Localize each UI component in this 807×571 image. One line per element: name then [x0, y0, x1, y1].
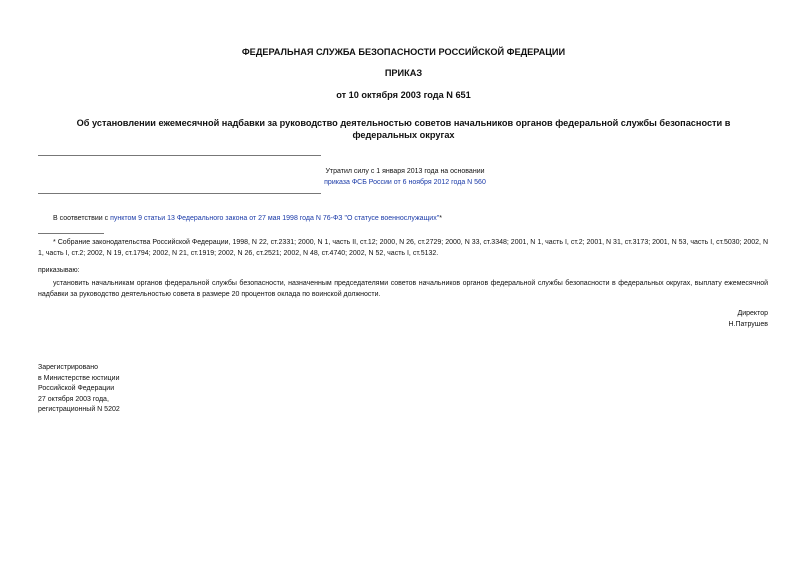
revocation-link[interactable]: приказа ФСБ России от 6 ноября 2012 года N 560 [324, 178, 486, 186]
registration-line: Зарегистрировано [38, 364, 98, 371]
revocation-text: Утратил силу с 1 января 2013 года на основании [325, 168, 485, 175]
date-number-heading: от 10 октября 2003 года N 651 [336, 90, 471, 100]
basis-law-link[interactable]: пунктом 9 статьи 13 Федерального закона от 27 мая 1998 года N 76-ФЗ "О статусе военнослужащих" [110, 215, 440, 222]
doc-type-heading: ПРИКАЗ [384, 68, 423, 78]
document-title: Об установлении ежемесячной надбавки за руководство деятельностью советов начальников органов федеральной службы безопасности в федеральных округах [76, 118, 731, 140]
footnote-marker: * [439, 215, 442, 222]
registration-line: Российской Федерации [38, 385, 115, 392]
registration-block [38, 363, 120, 416]
revocation-note [290, 167, 520, 189]
registration-line: 27 октября 2003 года, [38, 395, 109, 403]
signature-block [728, 309, 768, 331]
divider-bottom [38, 193, 321, 194]
agency-heading: ФЕДЕРАЛЬНАЯ СЛУЖБА БЕЗОПАСНОСТИ РОССИЙСКОЙ ФЕДЕРАЦИИ [241, 47, 566, 57]
signature-name: Н.Патрушев [728, 320, 768, 328]
footnote-divider [38, 233, 104, 234]
decree-paragraph: установить начальникам органов федеральной службы безопасности, назначенным председателями советов начальников органов федеральной службы безопасности в федеральных округах, выплату ежемесячной надбавки за руководство деятельностью совета в размере 20 процентов оклада по воинской должности. [38, 280, 768, 298]
registration-line: регистрационный N 5202 [38, 406, 120, 413]
order-word: приказываю: [38, 267, 80, 274]
basis-paragraph [38, 214, 768, 224]
registration-line: в Министерстве юстиции [38, 374, 120, 382]
basis-prefix: В соответствии с [53, 215, 111, 222]
divider-top [38, 155, 321, 156]
footnote: * Собрание законодательства Российской Федерации, 1998, N 22, ст.2331; 2000, N 1, часть II, ст.12; 2000, N 26, ст.2729; 2000, N 33, ст.3348; 2001, N 1, часть I, ст.2; 2001, N 31, ст.3173; 2001, N 53, часть I, ст.5030; 2002, N 1, часть I, ст.2; 2002, N 19, ст.1794; 2002, N 21, ст.1919; 2002, N 26, ст.2521; 2002, N 48, ст.4740; 2002, N 52, часть I, ст.5132. [38, 239, 768, 257]
signature-position: Директор [737, 310, 768, 317]
